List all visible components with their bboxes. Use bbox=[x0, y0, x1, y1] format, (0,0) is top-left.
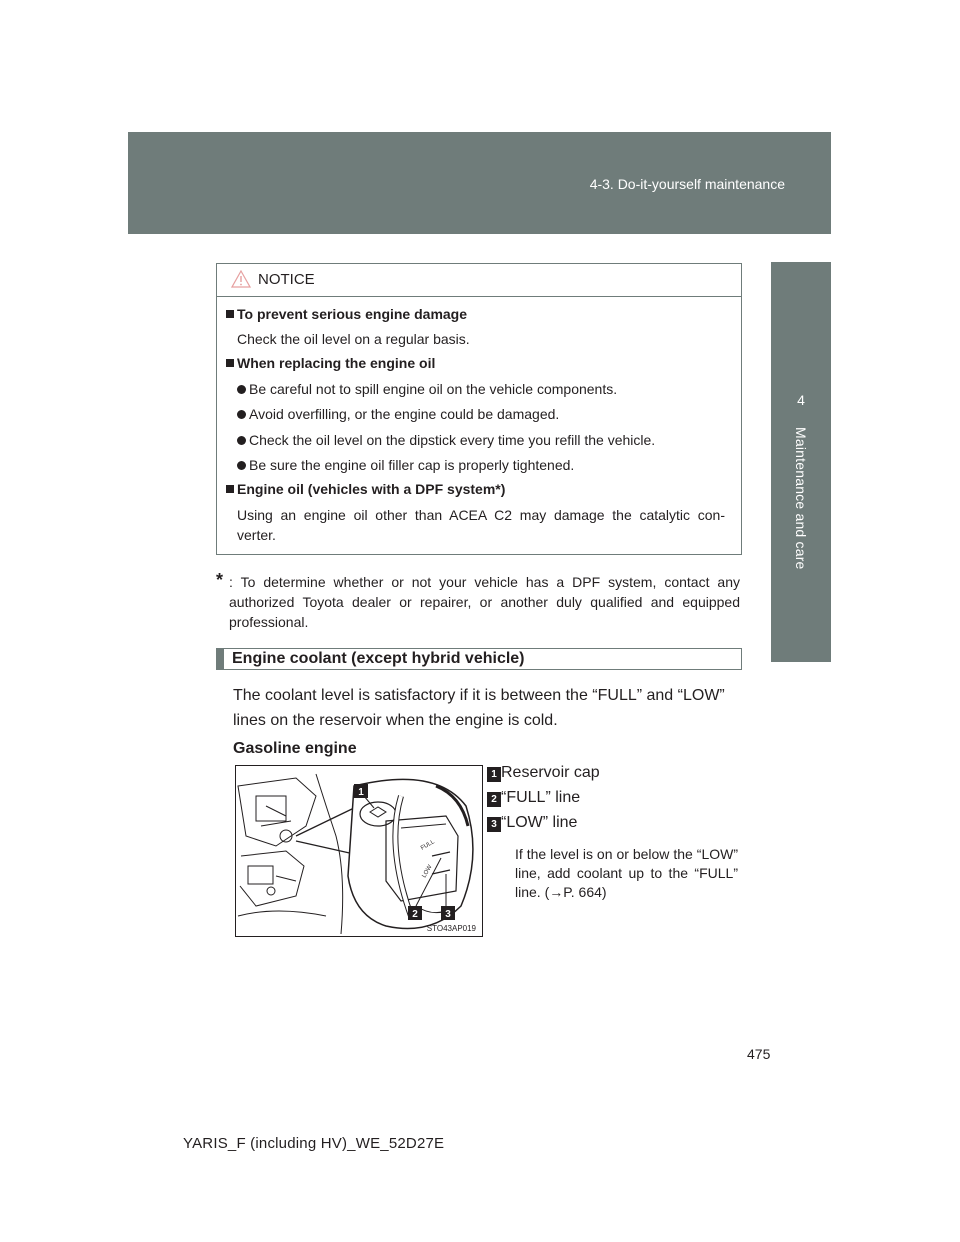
chapter-tab bbox=[771, 262, 831, 662]
warning-triangle-icon bbox=[231, 270, 251, 288]
legend-number: 3 bbox=[487, 817, 501, 832]
heading-bar bbox=[217, 649, 224, 669]
coolant-reservoir-drawing bbox=[236, 766, 482, 936]
chapter-label: Maintenance and care bbox=[793, 427, 809, 570]
legend-note: If the level is on or below the “LOW” line, add coolant up to the “FULL” line. (→P. 664) bbox=[515, 846, 738, 900]
footnote-text: : To determine whether or not your vehicle has a DPF system, contact any authorized Toyota dealer or repairer, or another duly qualified and equipped professional. bbox=[229, 574, 740, 630]
square-bullet-icon bbox=[226, 485, 234, 493]
notice-text: verter. bbox=[237, 527, 276, 543]
square-bullet-icon bbox=[226, 359, 234, 367]
round-bullet-icon bbox=[237, 461, 246, 470]
section-paragraph: The coolant level is satisfactory if it is between the “FULL” and “LOW” lines on the reservoir when the engine is cold. bbox=[233, 687, 725, 729]
notice-text: Check the oil level on a regular basis. bbox=[237, 331, 470, 347]
notice-box: NOTICE To prevent serious engine damage Check the oil level on a regular basis. When replacing the engine oil Be careful not to spill engine oil on the vehicle components. Avoid overfilling, or the engine could be damaged. Check the oil level on the dipstick every time you refill the vehicle. Be sure the engine oil filler cap is properly tightened. Engine oil (vehicles with a DPF system*) Using an engine oil other than ACEA C2 may damage the catalytic con- verter. bbox=[216, 263, 742, 555]
callout-3: 3 bbox=[445, 909, 451, 920]
notice-text: Using an engine oil other than ACEA C2 may damage the catalytic con- bbox=[237, 507, 725, 523]
legend-text: “FULL” line bbox=[501, 789, 581, 806]
chapter-label-wrap bbox=[771, 407, 831, 662]
subheading: Gasoline engine bbox=[233, 740, 357, 757]
figure-caption: STO43AP019 bbox=[426, 924, 476, 933]
section-heading bbox=[216, 648, 742, 670]
legend-text: “LOW” line bbox=[501, 814, 578, 831]
round-bullet-icon bbox=[237, 436, 246, 445]
low-level-label: LOW bbox=[421, 864, 434, 879]
legend-number: 1 bbox=[487, 767, 501, 782]
round-bullet-icon bbox=[237, 410, 246, 419]
footnote-marker: * bbox=[216, 570, 224, 590]
page-number: 475 bbox=[747, 1046, 771, 1062]
square-bullet-icon bbox=[226, 310, 234, 318]
legend-text: Reservoir cap bbox=[501, 764, 600, 781]
section-title: 4-3. Do-it-yourself maintenance bbox=[589, 176, 785, 192]
engine-illustration bbox=[235, 765, 483, 937]
full-level-label: FULL bbox=[420, 839, 436, 852]
callout-2: 2 bbox=[412, 909, 418, 920]
chapter-number: 4 bbox=[797, 392, 805, 408]
notice-title: NOTICE bbox=[258, 271, 315, 288]
notice-header bbox=[217, 264, 741, 297]
header-band bbox=[128, 132, 831, 234]
callout-1: 1 bbox=[358, 787, 364, 798]
legend-number: 2 bbox=[487, 792, 501, 807]
section-heading-text: Engine coolant (except hybrid vehicle) bbox=[232, 650, 525, 667]
document-footer: YARIS_F (including HV)_WE_52D27E bbox=[183, 1135, 445, 1152]
round-bullet-icon bbox=[237, 385, 246, 394]
